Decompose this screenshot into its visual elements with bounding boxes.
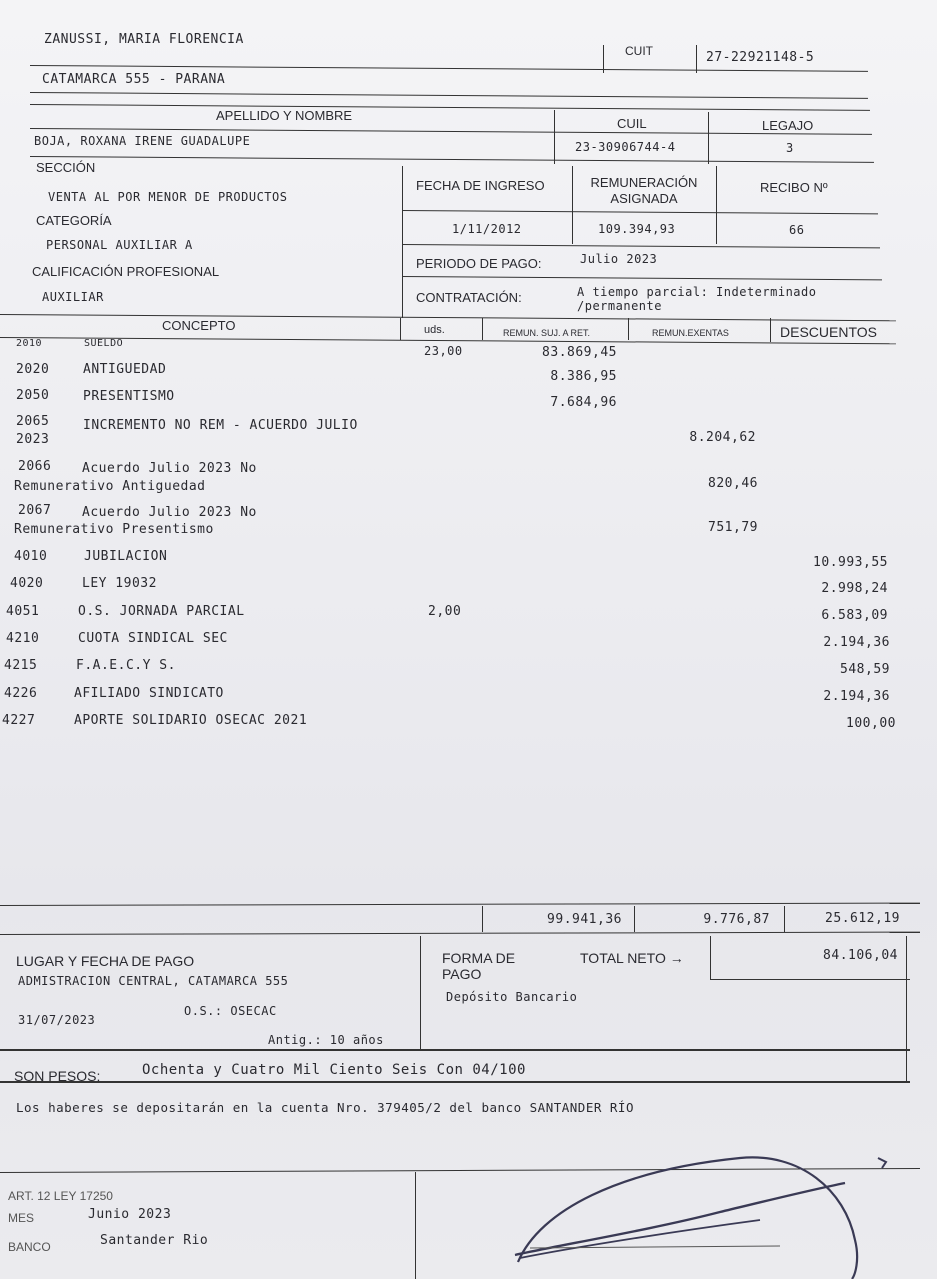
- item-desc: 100,00: [846, 716, 896, 731]
- item-desc: 548,59: [840, 662, 890, 677]
- total-exe: 9.776,87: [703, 912, 770, 927]
- divider: [628, 318, 629, 340]
- contratacion-value-2: /permanente: [577, 299, 662, 313]
- divider: [0, 932, 920, 935]
- item-concept: AFILIADO SINDICATO: [74, 686, 224, 701]
- item-concept: CUOTA SINDICAL SEC: [78, 631, 228, 646]
- divider: [402, 244, 880, 248]
- divider: [30, 92, 868, 99]
- lugar-label: LUGAR Y FECHA DE PAGO: [16, 953, 195, 969]
- item-rem: 83.869,45: [542, 345, 617, 360]
- item-code: 2050: [16, 388, 50, 403]
- concepto-header: CONCEPTO: [162, 318, 236, 333]
- item-concept: F.A.E.C.Y S.: [76, 658, 176, 673]
- employer-address: CATAMARCA 555 - PARANA: [42, 72, 226, 87]
- item-concept-line2: 2023: [16, 432, 50, 447]
- mes-value: Junio 2023: [88, 1207, 172, 1222]
- contratacion-value-1: A tiempo parcial: Indeterminado: [577, 285, 817, 299]
- divider: [400, 318, 401, 340]
- divider: [402, 210, 878, 214]
- fecha-pago: 31/07/2023: [18, 1013, 96, 1027]
- deposit-note: Los haberes se depositarán en la cuenta Nro. 379405/2 del banco SANTANDER RÍO: [16, 1100, 634, 1115]
- item-rem: 7.684,96: [550, 395, 617, 410]
- item-code: 4226: [4, 686, 38, 701]
- banco-value: Santander Rio: [100, 1233, 209, 1248]
- item-code: 4215: [4, 658, 38, 673]
- forma-label-2: PAGO: [442, 966, 482, 982]
- divider: [710, 936, 711, 980]
- categoria-value: PERSONAL AUXILIAR A: [46, 238, 193, 252]
- recibo-header: RECIBO Nº: [760, 180, 828, 195]
- recibo-value: 66: [789, 223, 805, 237]
- divider: [906, 936, 907, 1082]
- lugar-value: ADMISTRACION CENTRAL, CATAMARCA 555: [18, 974, 289, 988]
- item-concept: ANTIGUEDAD: [83, 362, 167, 377]
- divider: [30, 65, 868, 72]
- item-concept-line2: Remunerativo Antiguedad: [14, 479, 206, 494]
- item-concept: APORTE SOLIDARIO OSECAC 2021: [74, 713, 308, 728]
- item-concept: LEY 19032: [82, 576, 157, 591]
- neto-label: TOTAL NETO →: [580, 950, 684, 966]
- employer-name: ZANUSSI, MARIA FLORENCIA: [44, 32, 244, 47]
- item-concept: SUELDO: [84, 338, 124, 349]
- divider: [30, 156, 874, 163]
- divider: [708, 112, 709, 164]
- employee-cuil: 23-30906744-4: [575, 140, 676, 154]
- item-concept: Acuerdo Julio 2023 No: [82, 461, 257, 476]
- divider: [572, 166, 573, 244]
- item-exe: 820,46: [708, 476, 758, 491]
- divider: [420, 936, 421, 1050]
- name-header: APELLIDO Y NOMBRE: [216, 108, 353, 123]
- divider: [770, 318, 771, 342]
- signature: [500, 1150, 900, 1279]
- divider: [0, 1081, 910, 1083]
- item-code: 4227: [2, 713, 36, 728]
- total-rem: 99.941,36: [547, 912, 622, 927]
- periodo-value: Julio 2023: [580, 252, 658, 266]
- item-uds: 23,00: [424, 344, 463, 358]
- son-pesos-label: SON PESOS:: [14, 1068, 101, 1084]
- cuil-header: CUIL: [617, 116, 647, 131]
- divider: [482, 906, 483, 932]
- uds-header: uds.: [424, 324, 445, 336]
- fecha-ingreso-value: 1/11/2012: [452, 222, 522, 236]
- antiguedad: Antig.: 10 años: [268, 1033, 384, 1047]
- item-desc: 2.998,24: [821, 581, 888, 596]
- obra-social: O.S.: OSECAC: [184, 1004, 277, 1018]
- item-code: 4010: [14, 549, 48, 564]
- item-code: 2067: [18, 503, 52, 518]
- item-code: 2065: [16, 414, 50, 429]
- item-desc: 2.194,36: [823, 689, 890, 704]
- forma-value: Depósito Bancario: [446, 990, 578, 1004]
- item-code: 2020: [16, 362, 50, 377]
- divider: [0, 1049, 910, 1051]
- item-concept: INCREMENTO NO REM - ACUERDO JULIO: [83, 418, 358, 433]
- item-exe: 8.204,62: [689, 430, 756, 445]
- rem-ex-header: REMUN.EXENTAS: [652, 328, 729, 338]
- item-rem: 8.386,95: [550, 369, 617, 384]
- employee-legajo: 3: [786, 141, 794, 155]
- legajo-header: LEGAJO: [762, 118, 814, 133]
- fecha-ingreso-header: FECHA DE INGRESO: [416, 178, 545, 193]
- mes-label: MES: [8, 1211, 35, 1225]
- item-code: 2066: [18, 459, 52, 474]
- art12-title: ART. 12 LEY 17250: [8, 1189, 113, 1203]
- divider: [554, 110, 555, 164]
- divider: [415, 1172, 416, 1279]
- divider: [634, 906, 635, 932]
- employee-name: BOJA, ROXANA IRENE GUADALUPE: [34, 134, 251, 148]
- divider: [402, 166, 403, 318]
- item-concept: Acuerdo Julio 2023 No: [82, 505, 257, 520]
- remuneracion-value: 109.394,93: [598, 222, 676, 236]
- forma-label-1: FORMA DE: [442, 950, 516, 966]
- descuentos-header: DESCUENTOS: [780, 324, 877, 340]
- item-concept-line2: Remunerativo Presentismo: [14, 522, 214, 537]
- seccion-value: VENTA AL POR MENOR DE PRODUCTOS: [48, 190, 288, 204]
- item-code: 4210: [6, 631, 40, 646]
- total-desc: 25.612,19: [825, 911, 900, 926]
- item-code: 2010: [16, 338, 43, 349]
- item-desc: 10.993,55: [813, 555, 888, 570]
- divider: [784, 906, 785, 932]
- periodo-label: PERIODO DE PAGO:: [416, 256, 542, 271]
- item-uds: 2,00: [428, 604, 462, 619]
- son-pesos-text: Ochenta y Cuatro Mil Ciento Seis Con 04/100: [142, 1062, 526, 1078]
- cuit-label: CUIT: [625, 44, 653, 58]
- seccion-label: SECCIÓN: [36, 160, 96, 175]
- neto-value: 84.106,04: [823, 948, 898, 963]
- categoria-label: CATEGORÍA: [36, 213, 112, 228]
- remuneracion-header: REMUNERACIÓN ASIGNADA: [590, 175, 698, 206]
- item-concept: O.S. JORNADA PARCIAL: [78, 604, 245, 619]
- item-desc: 2.194,36: [823, 635, 890, 650]
- divider: [0, 903, 920, 906]
- item-desc: 6.583,09: [821, 608, 888, 623]
- item-exe: 751,79: [708, 520, 758, 535]
- item-code: 4051: [6, 604, 40, 619]
- employer-cuit: 27-22921148-5: [706, 50, 815, 65]
- item-concept: JUBILACION: [84, 549, 168, 564]
- divider: [482, 318, 483, 340]
- divider: [30, 104, 870, 111]
- calificacion-label: CALIFICACIÓN PROFESIONAL: [32, 264, 220, 279]
- banco-label: BANCO: [8, 1240, 51, 1254]
- divider: [710, 979, 910, 980]
- contratacion-label: CONTRATACIÓN:: [416, 290, 522, 305]
- divider: [716, 166, 717, 244]
- divider: [0, 314, 896, 321]
- rem-suj-header: REMUN. SUJ. A RET.: [503, 328, 591, 338]
- divider: [402, 276, 882, 280]
- item-concept: PRESENTISMO: [83, 389, 175, 404]
- item-code: 4020: [10, 576, 44, 591]
- calificacion-value: AUXILIAR: [42, 290, 104, 304]
